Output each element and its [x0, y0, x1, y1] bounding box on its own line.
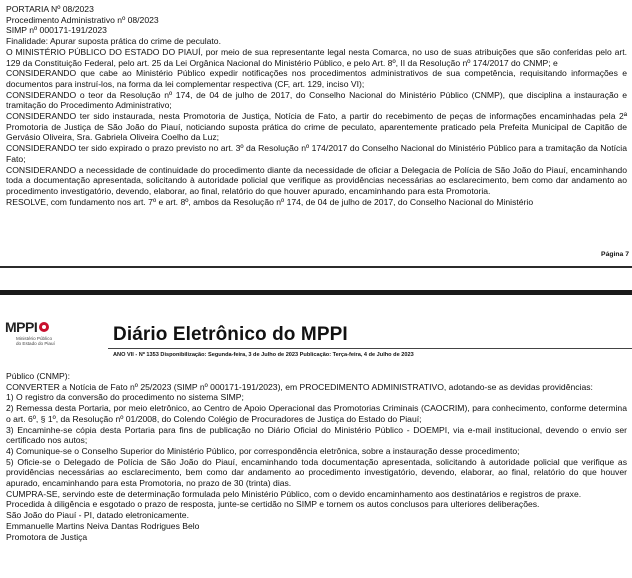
measure-3: 3) Encaminhe-se cópia desta Portaria para fins de publicação no Diário Oficial do Ministério Público - DOEMPI, via e-mail institucional, devendo o envio ser certificado nos autos; — [6, 424, 627, 446]
page-number-label: Página 7 — [601, 251, 629, 258]
mppi-logo — [5, 319, 75, 363]
measure-4: 4) Comunique-se o Conselho Superior do Ministério Público, por correspondência eletrônica, sobre a instauração desse procedimento; — [6, 445, 520, 456]
resolve-paragraph: RESOLVE, com fundamento nos art. 7º e art. 8º, ambos da Resolução nº 174, de 04 de julho de 2017, do Conselho Nacional do Ministério — [6, 196, 534, 207]
logo-subtitle-line-2: do Estado do Piauí — [16, 341, 55, 347]
considerando-1: CONSIDERANDO que cabe ao Ministério Público expedir notificações nos procedimentos administrativos de sua competência, requisitando informações e documentos para instruí-los, na forma da lei complementar respectiva (CF, art. 129, inciso VI); — [6, 68, 627, 89]
considerando-5: CONSIDERANDO a necessidade de continuidade do procedimento diante da necessidade de oficiar a Delegacia de Polícia de São João do Piauí, encaminhando toda a documentação apresentada, solicitando à autoridade policial que verifique as providências necessárias ao esclarecimento, bem como dar andamento ao procedimento investigatório, devendo, elaborar, ao final, relatório do que houver apurado, encaminhando para esta Promotoria. — [6, 164, 627, 196]
journal-header — [0, 295, 632, 367]
purpose: Finalidade: Apurar suposta prática do crime de peculato. — [6, 36, 221, 47]
cumpra-se-paragraph: CUMPRA-SE, servindo este de determinação formulada pelo Ministério Público, com o devido encaminhamento aos destinatários e registros de praxe. — [6, 488, 582, 499]
measure-2: 2) Remessa desta Portaria, por meio eletrônico, ao Centro de Apoio Operacional das Promotorias Criminais (CAOCRIM), para conhecimento, conforme determina o art. 6º, § 1º, da Resolução nº 01/2008, do Colendo Colégio de Procuradores de Justiça do Estado do Piauí; — [6, 403, 627, 424]
place-date: São João do Piauí - PI, datado eletronicamente. — [6, 510, 189, 521]
continuation-line: Público (CNMP): — [6, 371, 70, 381]
logo-emblem-icon — [39, 322, 49, 332]
considerando-2: CONSIDERANDO o teor da Resolução nº 174, de 04 de julho de 2017, do Conselho Nacional do Ministério Público (CNMP), que disciplina a instauração e tramitação do Procedimento Administrativo; — [6, 89, 627, 111]
signatory-name: Emmanuelle Martins Neiva Dantas Rodrigues Belo — [6, 520, 200, 531]
measure-1: 1) O registro da conversão do procedimento no sistema SIMP; — [6, 392, 244, 403]
diligence-paragraph: Procedida à diligência e esgotado o prazo de resposta, junte-se certidão no SIMP e tornem os autos conclusos para ulteriores deliberações. — [6, 499, 540, 510]
portaria-number: PORTARIA Nº 08/2023 — [6, 4, 94, 14]
simp-number: SIMP nº 000171-191/2023 — [6, 25, 107, 36]
edition-info: ANO VII - Nº 1353 Disponibilização: Segunda-feira, 3 de Julho de 2023 Publicação: Terça-feira, 4 de Julho de 2023 — [113, 352, 414, 358]
page-8-content — [0, 367, 632, 578]
converter-paragraph: CONVERTER a Notícia de Fato nº 25/2023 (SIMP nº 000171-191/2023), em PROCEDIMENTO ADMINISTRATIVO, adotando-se as devidas providências: — [6, 381, 593, 392]
logo-subtitle-line-1: Ministério Público — [16, 336, 52, 341]
page-7-content — [0, 0, 632, 266]
journal-title: Diário Eletrônico do MPPI — [113, 324, 348, 345]
procedure-number: Procedimento Administrativo nº 08/2023 — [6, 14, 159, 25]
considerando-4: CONSIDERANDO ter sido expirado o prazo previsto no art. 3º da Resolução nº 174/2017 do Conselho Nacional do Ministério Público para a tramitação da Notícia Fato; — [6, 143, 627, 164]
signatory-role: Promotora de Justiça — [6, 531, 88, 542]
preamble: O MINISTÉRIO PÚBLICO DO ESTADO DO PIAUÍ, por meio de sua representante legal nesta Comarca, no uso de suas atribuições que são conferidas pelo art. 129 da Constituição Federal, pelo art. 25 da Lei Orgânica Nacional do Ministério Público, e pelo Art. 8º, II da Resolução nº 174/2017 do CNMP; e — [6, 46, 627, 68]
header-divider — [108, 348, 632, 349]
measure-5: 5) Oficie-se o Delegado de Polícia de São João do Piauí, encaminhando toda documentação apresentada, solicitando à autoridade policial que verifique as providências necessárias ao esclarecimento, bem como dar andamento ao procedimento investigatório, devendo, elaborar, ao final, relatório do que houver apurado, encaminhando para esta Promotoria, no prazo de 30 (trinta) dias. — [6, 456, 627, 489]
logo-text: MPPI — [5, 319, 38, 335]
considerando-3: CONSIDERANDO ter sido instaurada, nesta Promotoria de Justiça, Notícia de Fato, a partir do recebimento de peças de informações encaminhadas pela 2ª Promotoria de Justiça de São João do Piauí, noticiando suposta prática do crime de peculato, aparentemente praticado pela Prefeita Municipal de Capitão de Gervásio Oliveira, Sra. Gabriela Oliveira Coelho da Luz; — [6, 111, 627, 143]
